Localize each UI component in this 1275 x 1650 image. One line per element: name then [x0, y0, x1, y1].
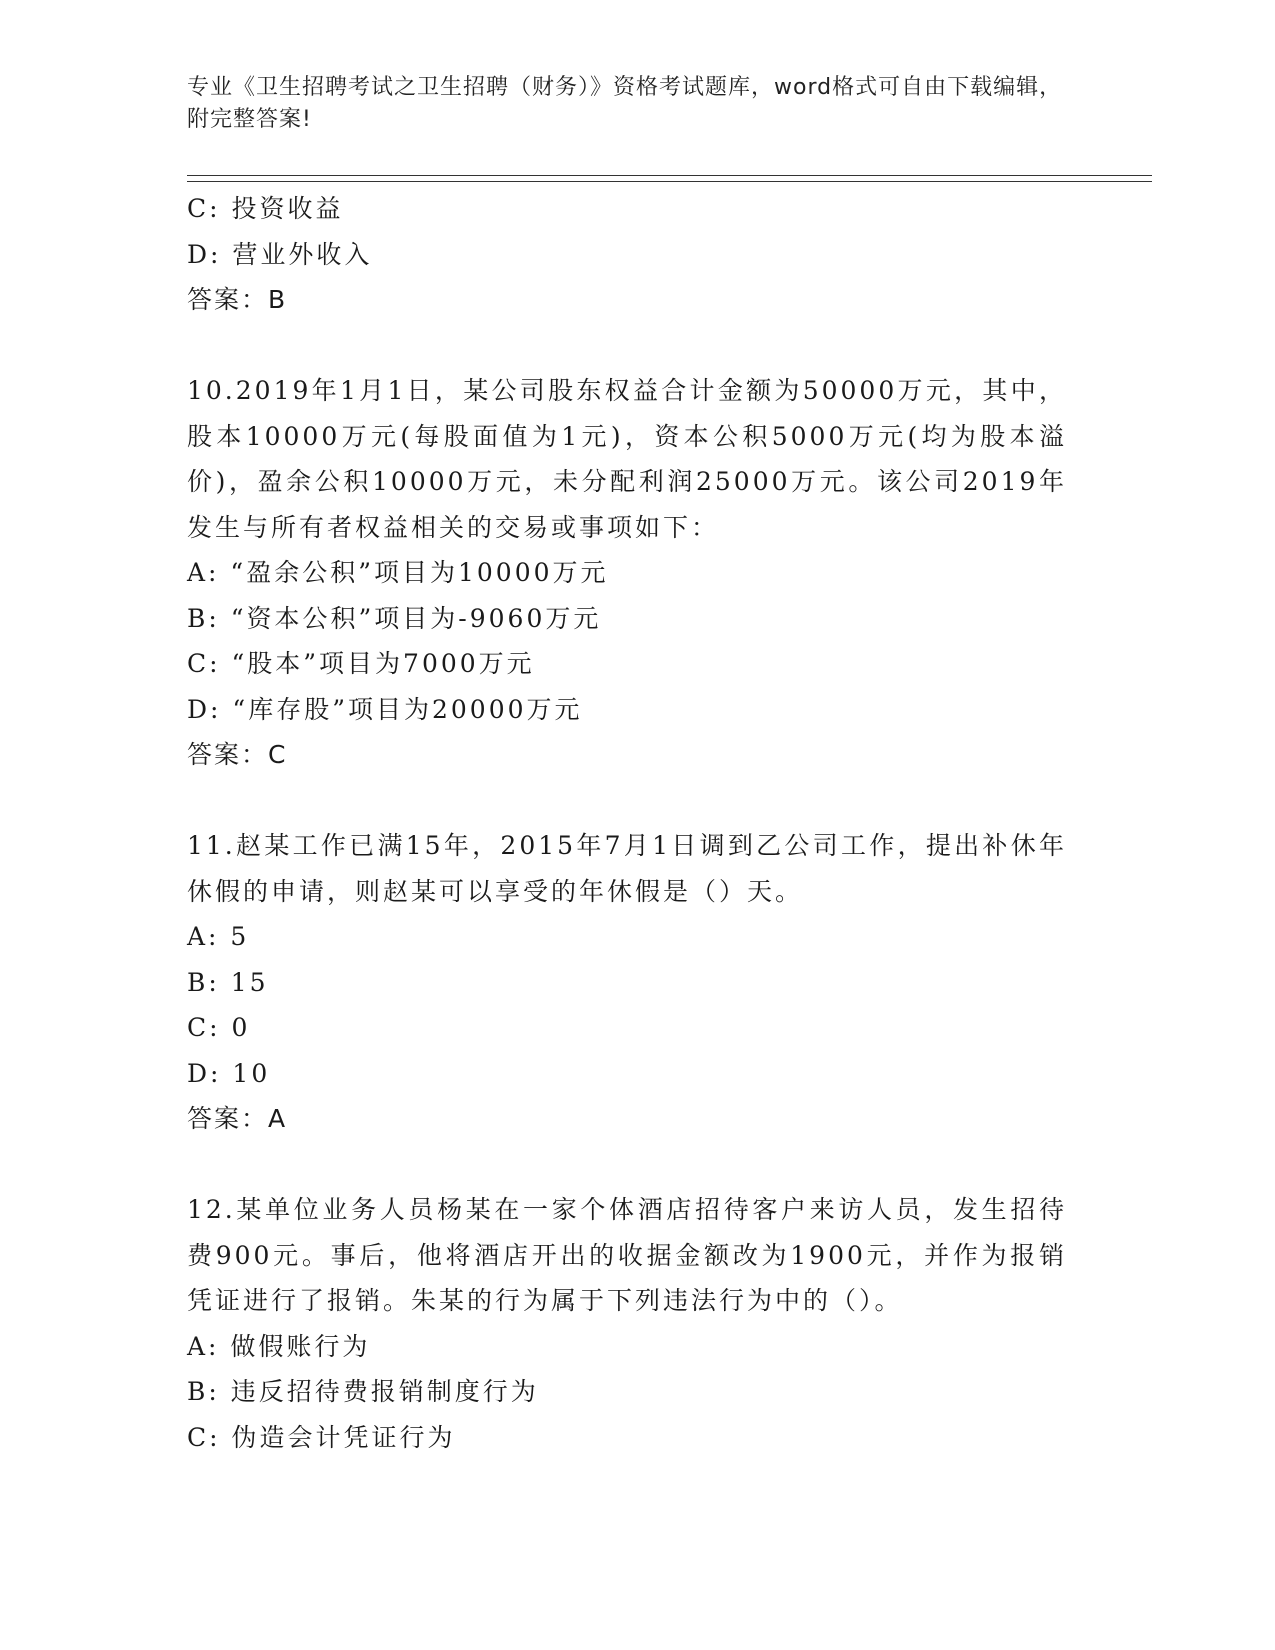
page-header: 专业《卫生招聘考试之卫生招聘（财务）》资格考试题库，word格式可自由下载编辑，附完整答案!: [187, 75, 1063, 132]
question-stem: 10.2019年1月1日，某公司股东权益合计金额为50000万元，其中，股本10000万元(每股面值为1元)，资本公积5000万元(均为股本溢价)，盈余公积10000万元，未分配利润25000万元。该公司2019年发生与所有者权益相关的交易或事项如下：: [187, 376, 1067, 542]
option-a: A: 做假账行为: [187, 1331, 371, 1361]
question-stem: 11.赵某工作已满15年，2015年7月1日调到乙公司工作，提出补休年休假的申请，则赵某可以享受的年休假是（）天。: [187, 831, 1067, 906]
option-a: A: “盈余公积”项目为10000万元: [187, 558, 609, 587]
option-d: D: “库存股”项目为20000万元: [187, 694, 583, 724]
previous-question-tail: [187, 186, 1077, 323]
answer-line: 答案：C: [187, 740, 288, 769]
question-content: [187, 186, 1077, 1460]
option-b: B: 违反招待费报销制度行为: [187, 1377, 539, 1406]
option-b: B: “资本公积”项目为-9060万元: [187, 603, 602, 633]
option-c: C: 0: [187, 1013, 251, 1042]
option-b: B: 15: [187, 967, 269, 997]
option-c: C: 伪造会计凭证行为: [187, 1422, 456, 1452]
question-stem: 12.某单位业务人员杨某在一家个体酒店招待客户来访人员，发生招待费900元。事后，他将酒店开出的收据金额改为1900元，并作为报销凭证进行了报销。朱某的行为属于下列违法行为中的（）。: [187, 1195, 1067, 1315]
question-11: [187, 823, 1077, 1142]
spacer: [187, 323, 1077, 369]
option-c: C: “股本”项目为7000万元: [187, 649, 535, 678]
question-12: [187, 1187, 1077, 1460]
spacer: [187, 778, 1077, 824]
answer-line: 答案：B: [187, 285, 288, 314]
option-d: D: 10: [187, 1058, 271, 1088]
header-divider: [187, 175, 1152, 182]
answer-line: 答案：A: [187, 1104, 288, 1133]
option-d: D: 营业外收入: [187, 239, 373, 269]
question-10: [187, 368, 1077, 778]
option-c: C: 投资收益: [187, 194, 344, 223]
spacer: [187, 1142, 1077, 1188]
option-a: A: 5: [187, 922, 250, 951]
